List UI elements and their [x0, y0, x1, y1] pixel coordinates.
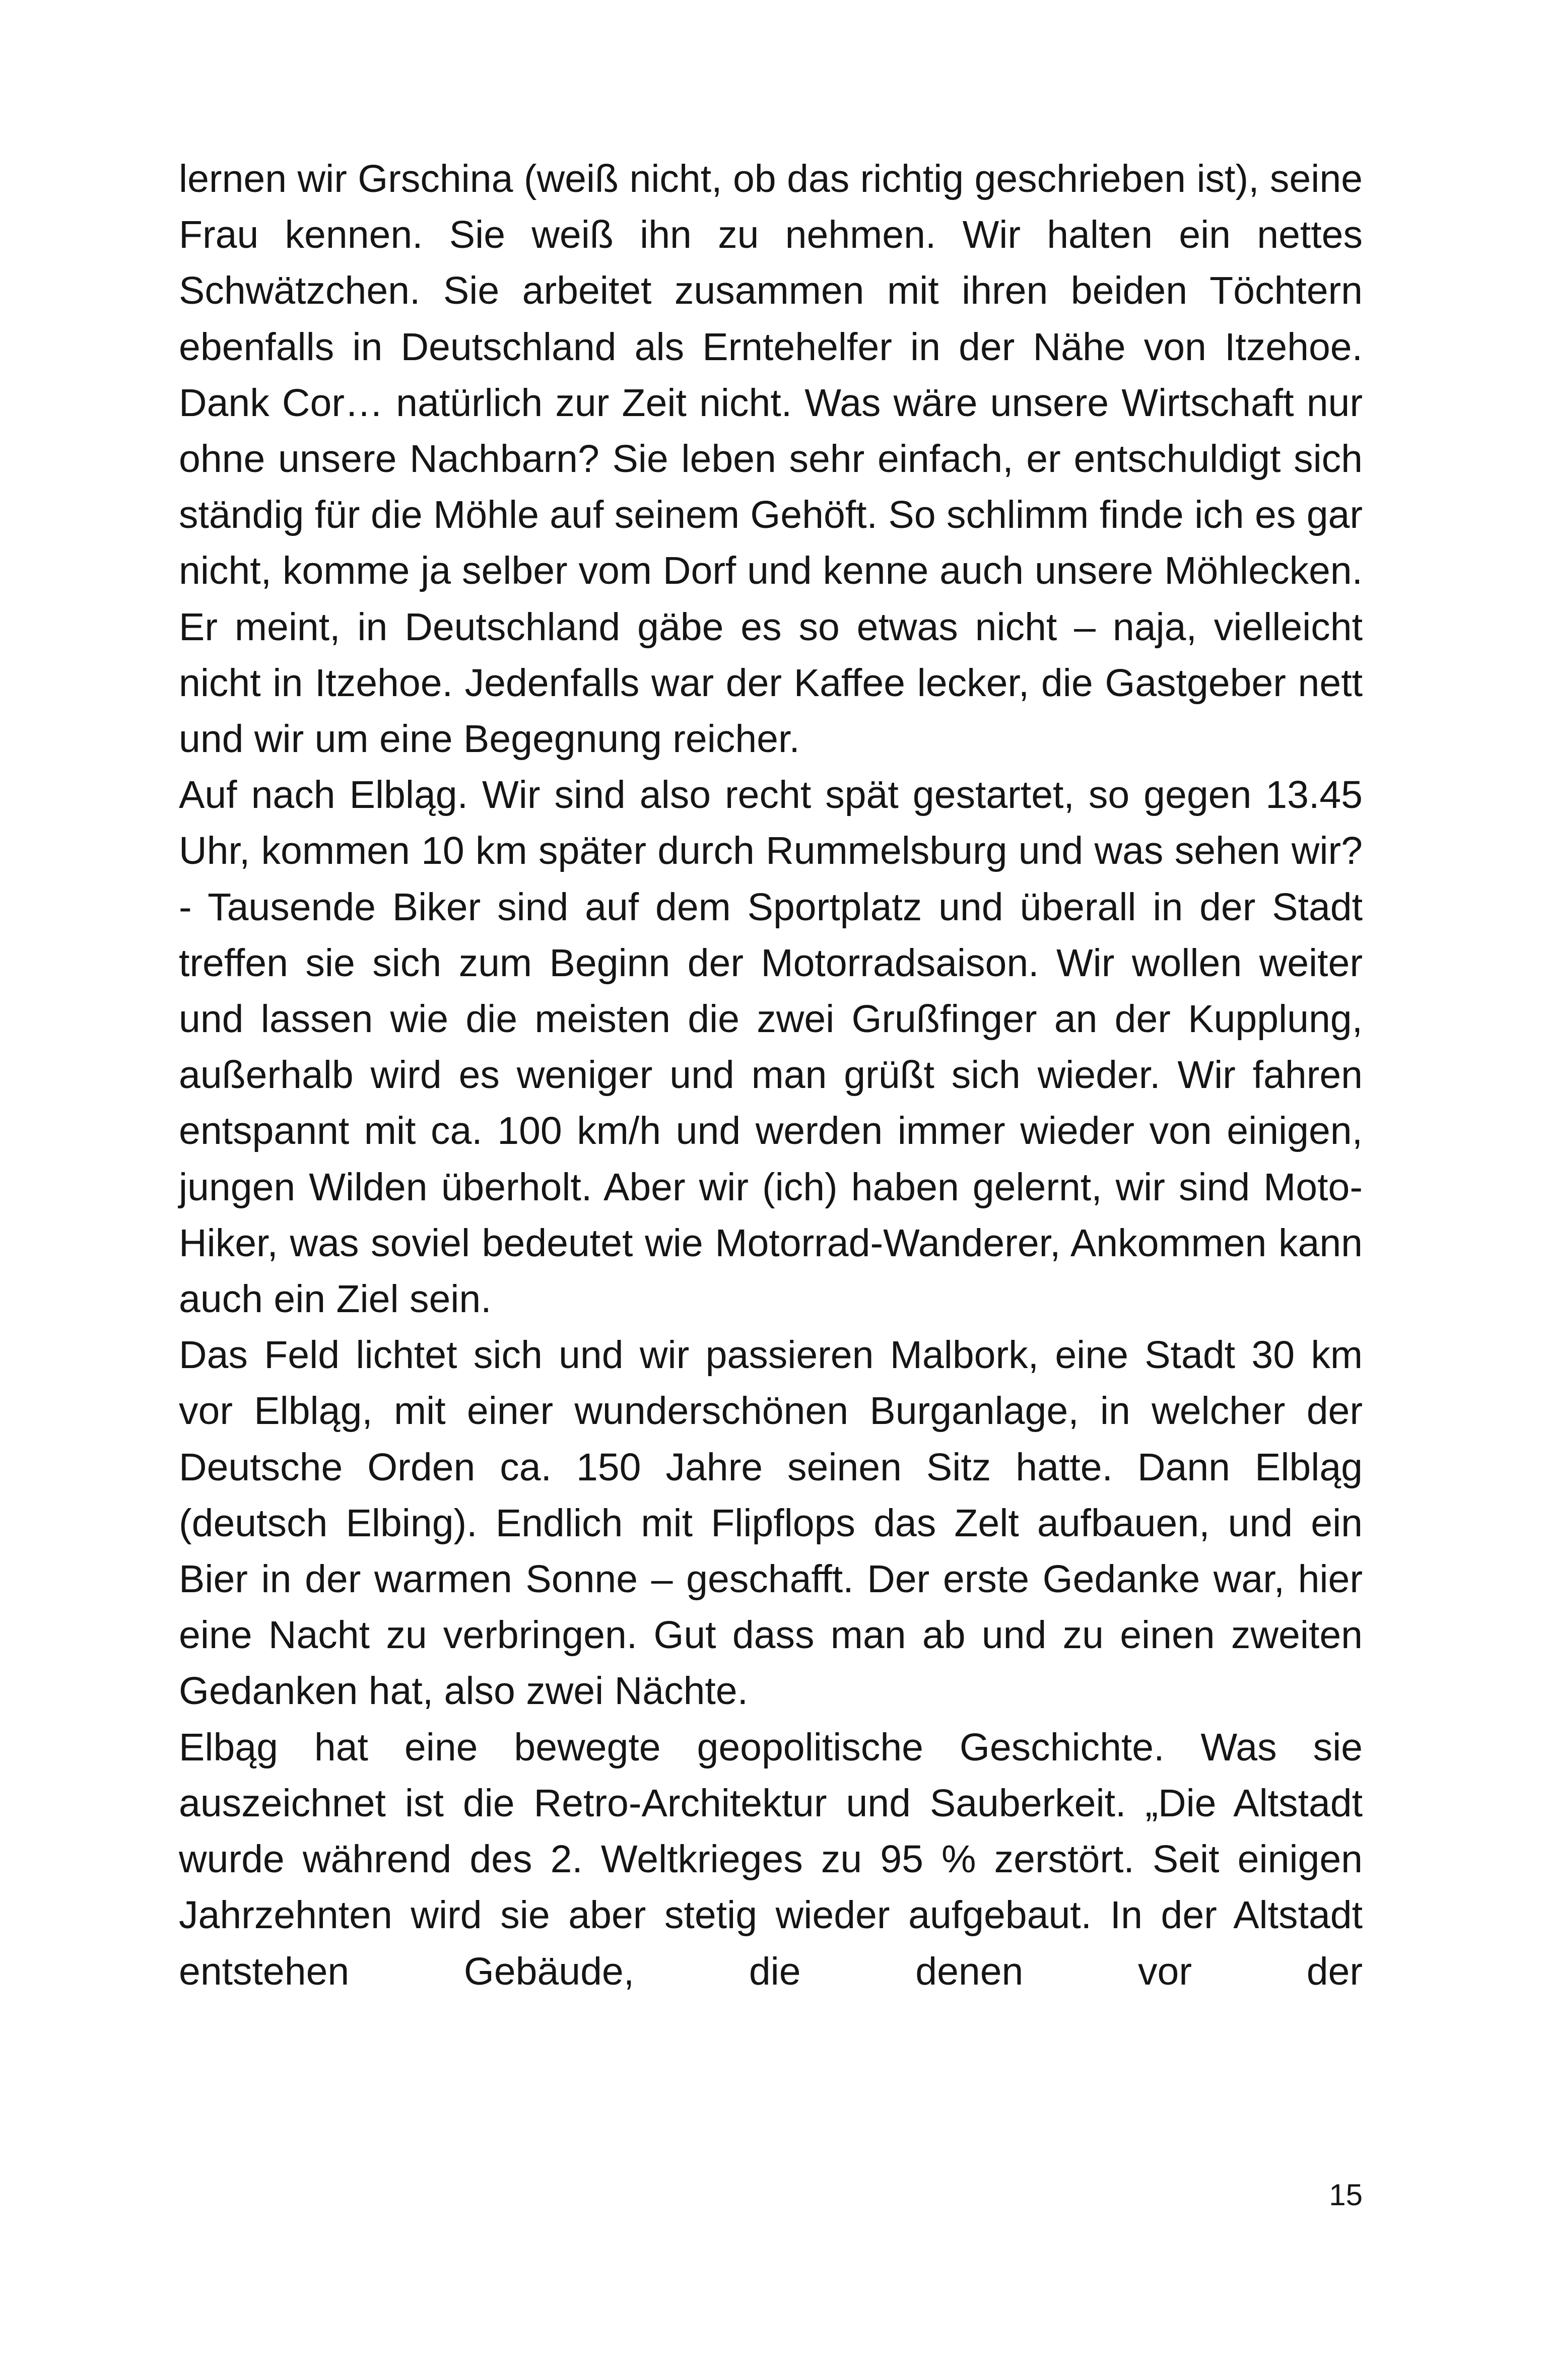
body-text — [179, 151, 1363, 2000]
paragraph: lernen wir Grschina (weiß nicht, ob das richtig geschrieben ist), seine Frau kennen. Sie weiß ihn zu nehmen. Wir halten ein nettes Schwätzchen. Sie arbeitet zusammen mit ihren beiden Töchtern ebenfalls in Deutschland als Erntehelfer in der Nähe von Itzehoe. Dank Cor… natürlich zur Zeit nicht. Was wäre unsere Wirtschaft nur ohne unsere Nachbarn? Sie leben sehr einfach, er entschuldigt sich ständig für die Möhle auf seinem Gehöft. So schlimm finde ich es gar nicht, komme ja selber vom Dorf und kenne auch unsere Möhlecken. Er meint, in Deutschland gäbe es so etwas nicht – naja, vielleicht nicht in Itzehoe. Jedenfalls war der Kaffee lecker, die Gastgeber nett und wir um eine Begegnung reicher. — [179, 157, 1363, 761]
page-number: 15 — [1329, 2178, 1363, 2212]
paragraph: Das Feld lichtet sich und wir passieren Malbork, eine Stadt 30 km vor Elbląg, mit einer wunderschönen Burganlage, in welcher der Deutsche Orden ca. 150 Jahre seinen Sitz hatte. Dann Elbląg (deutsch Elbing). Endlich mit Flipflops das Zelt aufbauen, und ein Bier in der warmen Sonne – geschafft. Der erste Gedanke war, hier eine Nacht zu verbringen. Gut dass man ab und zu einen zweiten Gedanken hat, also zwei Nächte. — [179, 1333, 1363, 1713]
paragraph: Auf nach Elbląg. Wir sind also recht spät gestartet, so gegen 13.45 Uhr, kommen 10 km später durch Rummelsburg und was sehen wir?- Tausende Biker sind auf dem Sportplatz und überall in der Stadt treffen sie sich zum Beginn der Motorradsaison. Wir wollen weiter und lassen wie die meisten die zwei Grußfinger an der Kupplung, außerhalb wird es weniger und man grüßt sich wieder. Wir fahren entspannt mit ca. 100 km/h und werden immer wieder von einigen, jungen Wilden überholt. Aber wir (ich) haben gelernt, wir sind Moto-Hiker, was soviel bedeutet wie Motorrad-Wanderer, Ankommen kann auch ein Ziel sein. — [179, 773, 1363, 1321]
paragraph: Elbąg hat eine bewegte geopolitische Geschichte. Was sie auszeichnet ist die Retro-Architektur und Sauberkeit. „Die Altstadt wurde während des 2. Weltkrieges zu 95 % zerstört. Seit einigen Jahrzehnten wird sie aber stetig wieder aufgebaut. In der Altstadt entstehen Gebäude, die denen vor der — [179, 1725, 1363, 1993]
